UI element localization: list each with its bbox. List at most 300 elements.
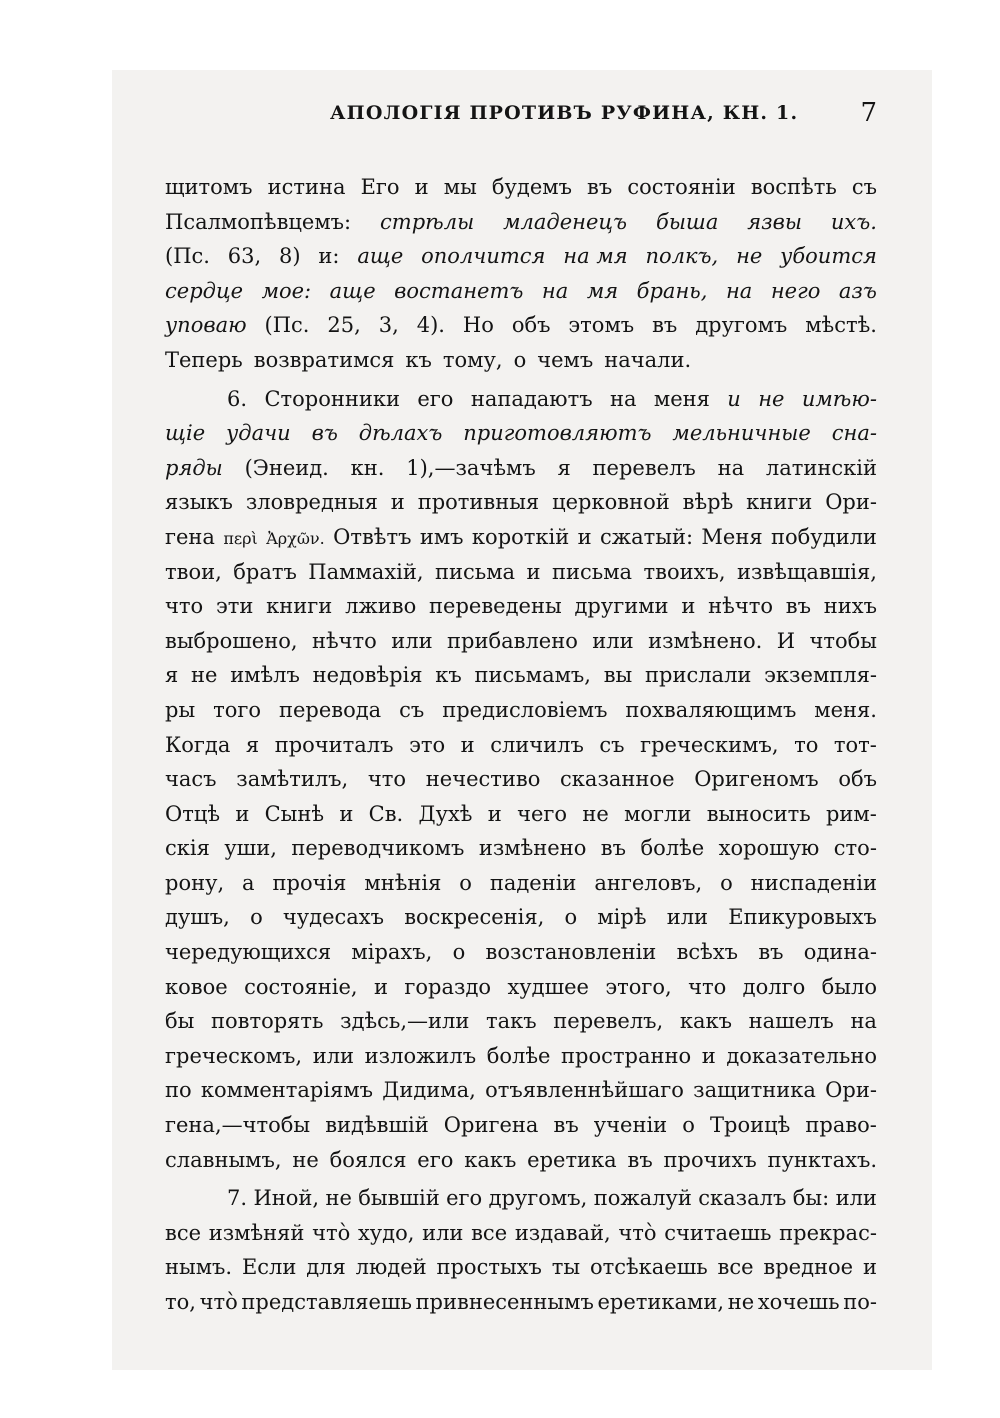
word: на [717, 455, 745, 480]
word: не [758, 386, 785, 411]
word: о [564, 905, 578, 930]
text-line [165, 624, 877, 659]
word: его [417, 386, 454, 411]
word: и [414, 175, 429, 199]
word: съ [399, 697, 425, 722]
word: не [736, 244, 763, 269]
word: сна- [831, 421, 877, 446]
word: бы [165, 1009, 195, 1034]
word: на мя [563, 244, 628, 269]
word: и [373, 974, 388, 999]
word: по- [843, 1290, 877, 1314]
word: вредное [763, 1255, 854, 1280]
word: побудили [771, 524, 877, 549]
word: на [609, 386, 637, 411]
word: азъ [838, 278, 877, 303]
text-line [165, 170, 877, 205]
word: востанетъ [394, 278, 524, 303]
word: или [312, 1043, 355, 1068]
word: мірахъ, [351, 940, 433, 965]
word: сто- [833, 836, 877, 861]
word: прочиталъ [274, 732, 394, 757]
word: удачи [226, 421, 291, 446]
word: уповаю [165, 313, 247, 338]
word: на [850, 1009, 877, 1034]
word: или [666, 905, 709, 930]
word: письма [435, 559, 516, 584]
word: было [821, 974, 877, 999]
word: какъ [679, 1009, 732, 1034]
word: чудесахъ [282, 905, 385, 930]
body-text [165, 170, 877, 1320]
word: имъ [419, 524, 464, 549]
word: замѣтилъ, [236, 767, 349, 792]
word: греческимъ, [640, 732, 779, 757]
word: измѣнено. [648, 628, 763, 653]
word: уши, [224, 836, 277, 861]
text-line [165, 343, 877, 378]
word: доказательно [726, 1043, 877, 1068]
word: Когда [165, 732, 231, 757]
word: Меня [701, 524, 763, 549]
word: мя [586, 278, 619, 303]
word: сжатый: [600, 524, 694, 549]
word: выносить [706, 801, 811, 826]
word: прислали [645, 663, 752, 688]
word: гена,—чтобы [165, 1113, 311, 1138]
word: или [391, 628, 433, 653]
word: Иной, [253, 1186, 320, 1211]
word: этого, [605, 974, 672, 999]
word: не [582, 801, 609, 826]
word: въ [600, 836, 626, 861]
word: комментаріямъ [200, 1078, 374, 1103]
word: ниспаденіи [750, 870, 877, 895]
text-line [165, 658, 877, 693]
word: и: [318, 244, 340, 269]
text-line [165, 1250, 877, 1285]
text-line [165, 589, 877, 624]
word: 25, [327, 313, 361, 338]
word: возвратимся [253, 347, 395, 372]
word: въ [758, 940, 784, 965]
word: что̀ [618, 1220, 657, 1245]
word: съ [599, 732, 625, 757]
word: экземпля- [764, 663, 877, 688]
word: сказалъ [698, 1186, 787, 1211]
word: въ [785, 594, 811, 619]
word: лживо [345, 594, 417, 619]
word: стрѣлы [380, 209, 475, 234]
word: аще [357, 244, 404, 269]
word: (Энеид. [244, 455, 329, 480]
word: прочихъ [663, 1147, 757, 1172]
word: все [471, 1220, 508, 1245]
word: письмамъ, [474, 663, 591, 688]
word: не [292, 1147, 319, 1172]
word: аще [329, 278, 376, 303]
word: перевода [278, 697, 382, 722]
word: людей [355, 1255, 427, 1280]
word: истина [267, 175, 346, 199]
word: чемъ [537, 347, 594, 372]
word: все [717, 1255, 754, 1280]
word: 63, [227, 244, 262, 269]
text-line [165, 308, 877, 343]
text-line [165, 900, 877, 935]
word: какъ [464, 1147, 517, 1172]
word: воскресенія, [404, 905, 545, 930]
word: и [681, 594, 696, 619]
word: мое: [261, 278, 312, 303]
word: и [235, 801, 250, 826]
word: мельничные [672, 421, 811, 446]
word: видѣвшій [325, 1113, 429, 1138]
text-line [165, 1285, 877, 1320]
word: бы: [792, 1186, 830, 1211]
word: состояніе, [244, 974, 358, 999]
text-line [165, 970, 877, 1005]
text-line [165, 239, 877, 274]
word: ты [551, 1255, 581, 1280]
word: объ [511, 313, 551, 338]
page-number: 7 [860, 98, 877, 128]
word: что [165, 594, 204, 619]
word: нихъ [823, 594, 877, 619]
word: предисловіемъ [442, 697, 608, 722]
word: славнымъ, [165, 1147, 282, 1172]
text-line [165, 205, 877, 240]
word: тот- [833, 732, 877, 757]
word: и [390, 490, 405, 515]
word: Отвѣтъ [333, 524, 412, 549]
text-line [165, 866, 877, 901]
word: Сторонники [264, 386, 400, 411]
word: ученіи [593, 1113, 668, 1138]
text-line [165, 797, 877, 832]
word: будемъ [491, 175, 572, 199]
word: недовѣрія [312, 663, 423, 688]
word: по [165, 1078, 192, 1103]
text-line [165, 762, 877, 797]
text-line [165, 274, 877, 309]
word: твоихъ, [643, 559, 726, 584]
word: еретиками, [597, 1290, 725, 1314]
word: и [727, 386, 741, 411]
word: чередующихся [165, 940, 332, 965]
word: имѣлъ [230, 663, 300, 688]
word: измѣнено [478, 836, 587, 861]
word: о [459, 870, 472, 895]
word: мірѣ [597, 905, 647, 930]
word: я [165, 663, 179, 688]
text-line [165, 693, 877, 728]
word: воспѣть [750, 175, 837, 199]
word: возстановленіи [485, 940, 657, 965]
word: ры [165, 697, 196, 722]
word: или [835, 1186, 877, 1211]
word: и [577, 524, 592, 549]
word: περὶ [223, 528, 258, 548]
word: гена [165, 524, 215, 549]
word: пространно [561, 1043, 692, 1068]
word: болѣе [640, 836, 705, 861]
word: и [862, 1255, 877, 1280]
word: о [682, 1113, 695, 1138]
text-line [165, 831, 877, 866]
text-line [165, 935, 877, 970]
word: ковое [165, 974, 228, 999]
word: не [727, 1290, 755, 1314]
word: греческомъ, [165, 1043, 303, 1068]
word: младенецъ [503, 209, 628, 234]
word: книги [266, 594, 333, 619]
word: чего [517, 801, 568, 826]
word: мѣстѣ. [805, 313, 877, 338]
word: похваляющимъ [625, 697, 797, 722]
word: худо, [357, 1220, 415, 1245]
word: я [245, 732, 260, 757]
word: изложилъ [364, 1043, 477, 1068]
word: привнесеннымъ [415, 1290, 594, 1314]
word: повторять [211, 1009, 324, 1034]
word: сказанное [560, 767, 675, 792]
word: измѣняй [208, 1220, 305, 1245]
word: болѣе [486, 1043, 551, 1068]
word: (Пс. [264, 313, 310, 338]
word: Теперь [165, 347, 243, 372]
word: ангеловъ, [594, 870, 703, 895]
word: его [417, 1147, 454, 1172]
word: что̀ [199, 1290, 238, 1314]
word: тому, [442, 347, 503, 372]
word: брань, [636, 278, 708, 303]
word: нечестиво [425, 767, 541, 792]
word: Троицѣ [710, 1113, 791, 1138]
word: Духѣ [418, 801, 473, 826]
word: худшее [507, 974, 589, 999]
word: или [592, 628, 634, 653]
word: на [725, 278, 753, 303]
word: что [367, 767, 407, 792]
word: въ [311, 421, 338, 446]
word: я [557, 455, 571, 480]
word: твои, [165, 559, 222, 584]
word: долго [742, 974, 806, 999]
word: простыхъ [436, 1255, 542, 1280]
word: и [339, 801, 354, 826]
word: здѣсь,—или [340, 1009, 470, 1034]
word: бывшій [358, 1186, 440, 1211]
word: это [409, 732, 446, 757]
word: рим- [825, 801, 877, 826]
word: другомъ, [488, 1186, 588, 1211]
word: дѣлахъ [358, 421, 443, 446]
word: Но [462, 313, 494, 338]
text-line [165, 520, 877, 555]
word: или [422, 1220, 464, 1245]
word: 4). [416, 313, 445, 338]
word: Св. [368, 801, 404, 826]
word: ополчится [421, 244, 546, 269]
word: въ [587, 175, 613, 199]
word: состояніи [627, 175, 736, 199]
word: языкъ [165, 490, 233, 515]
word: сердце [165, 278, 244, 303]
text-line [165, 451, 877, 486]
word: прекрас- [779, 1220, 877, 1245]
word: кн. [350, 455, 385, 480]
word: перевелъ [592, 455, 696, 480]
word: то, [165, 1290, 196, 1314]
word: право- [805, 1113, 877, 1138]
word: что̀ [312, 1220, 351, 1245]
word: въ [553, 1113, 579, 1138]
word: пунктахъ. [767, 1147, 877, 1172]
word: паденіи [489, 870, 577, 895]
word: мы [443, 175, 477, 199]
word: часъ [165, 767, 217, 792]
word: защитника [693, 1078, 816, 1103]
word: Паммахій, [308, 559, 424, 584]
word: что [688, 974, 727, 999]
word: въ [652, 313, 678, 338]
text-line [165, 416, 877, 451]
word: прибавлено [447, 628, 578, 653]
word: ихъ. [830, 209, 877, 234]
word: нашелъ [748, 1009, 834, 1034]
page-content [165, 98, 877, 1320]
word: о [452, 940, 466, 965]
word: Псалмопѣвцемъ: [165, 209, 352, 234]
word: перевелъ, [553, 1009, 664, 1034]
word: отъявленнѣйшаго [485, 1078, 684, 1103]
text-line [165, 555, 877, 590]
word: всѣхъ [676, 940, 739, 965]
word: и [526, 559, 541, 584]
word: вы [603, 663, 633, 688]
word: боялся [329, 1147, 407, 1172]
word: а [242, 870, 255, 895]
word: нѣчто [311, 628, 377, 653]
word: къ [405, 347, 432, 372]
word: другомъ [695, 313, 788, 338]
text-line [165, 1073, 877, 1108]
word: меня. [814, 697, 877, 722]
word: къ [435, 663, 462, 688]
word: отсѣкаешь [589, 1255, 708, 1280]
word: переводчикомъ [291, 836, 465, 861]
word: церковной [552, 490, 670, 515]
word: быша [656, 209, 719, 234]
word: эти [215, 594, 254, 619]
word: гораздо [404, 974, 492, 999]
text-line [165, 485, 877, 520]
word: Епикуровыхъ [728, 905, 877, 930]
word: нымъ. [165, 1255, 233, 1280]
word: одина- [803, 940, 877, 965]
word: противныя [417, 490, 540, 515]
word: Сынѣ [264, 801, 325, 826]
page-header [165, 98, 877, 138]
word: все [165, 1220, 202, 1245]
word: Ори- [825, 490, 877, 515]
word: язвы [747, 209, 802, 234]
word: 8) [279, 244, 301, 269]
word: 6. [227, 386, 248, 411]
word: полкъ, [645, 244, 719, 269]
word: Дидима, [382, 1078, 476, 1103]
word: прочія [272, 870, 347, 895]
word: объ [838, 767, 877, 792]
word: рону, [165, 870, 225, 895]
word: скія [165, 836, 210, 861]
word: на [541, 278, 569, 303]
word: хочешь [757, 1290, 840, 1314]
word: съ [851, 175, 877, 199]
word: меня [653, 386, 710, 411]
word: (Пс. [165, 244, 210, 269]
word: латинскій [765, 455, 877, 480]
word: Если [241, 1255, 297, 1280]
word: письма [552, 559, 633, 584]
word: 1),—зачѣмъ [406, 455, 536, 480]
running-title: АПОЛОГІЯ ПРОТИВЪ РУФИНА, КН. 1. [330, 102, 799, 124]
word: зловредныя [245, 490, 378, 515]
word: чтобы [809, 628, 877, 653]
word: считаешь [664, 1220, 772, 1245]
word: выброшено, [165, 628, 298, 653]
word: не [191, 663, 218, 688]
word: о [513, 347, 527, 372]
word: Ἀρχῶν. [266, 528, 325, 548]
text-line [165, 1039, 877, 1074]
word: него [770, 278, 821, 303]
word: короткій [471, 524, 570, 549]
word: Отцѣ [165, 801, 221, 826]
word: Оригена [443, 1113, 539, 1138]
word: 3, [378, 313, 399, 338]
text-line [165, 382, 877, 417]
text-line [165, 1004, 877, 1039]
word: то [794, 732, 819, 757]
word: Его [360, 175, 400, 199]
word: Оригеномъ [694, 767, 819, 792]
word: извѣщавшія, [736, 559, 877, 584]
word: и [460, 732, 475, 757]
word: убоится [780, 244, 877, 269]
text-line [165, 1108, 877, 1143]
word: вѣрѣ [682, 490, 734, 515]
word: для [306, 1255, 346, 1280]
word: нападаютъ [470, 386, 593, 411]
word: могли [624, 801, 692, 826]
word: 7. [227, 1186, 248, 1211]
word: сличилъ [490, 732, 584, 757]
word: нѣчто [708, 594, 773, 619]
word: не [325, 1186, 352, 1211]
word: и [701, 1043, 716, 1068]
text-line [165, 1143, 877, 1178]
word: и [487, 801, 502, 826]
word: книги [746, 490, 813, 515]
word: щитомъ [165, 175, 253, 199]
word: ряды [165, 455, 223, 480]
text-line [165, 1181, 877, 1216]
word: другими [574, 594, 669, 619]
word: его [446, 1186, 483, 1211]
text-line [165, 1216, 877, 1251]
